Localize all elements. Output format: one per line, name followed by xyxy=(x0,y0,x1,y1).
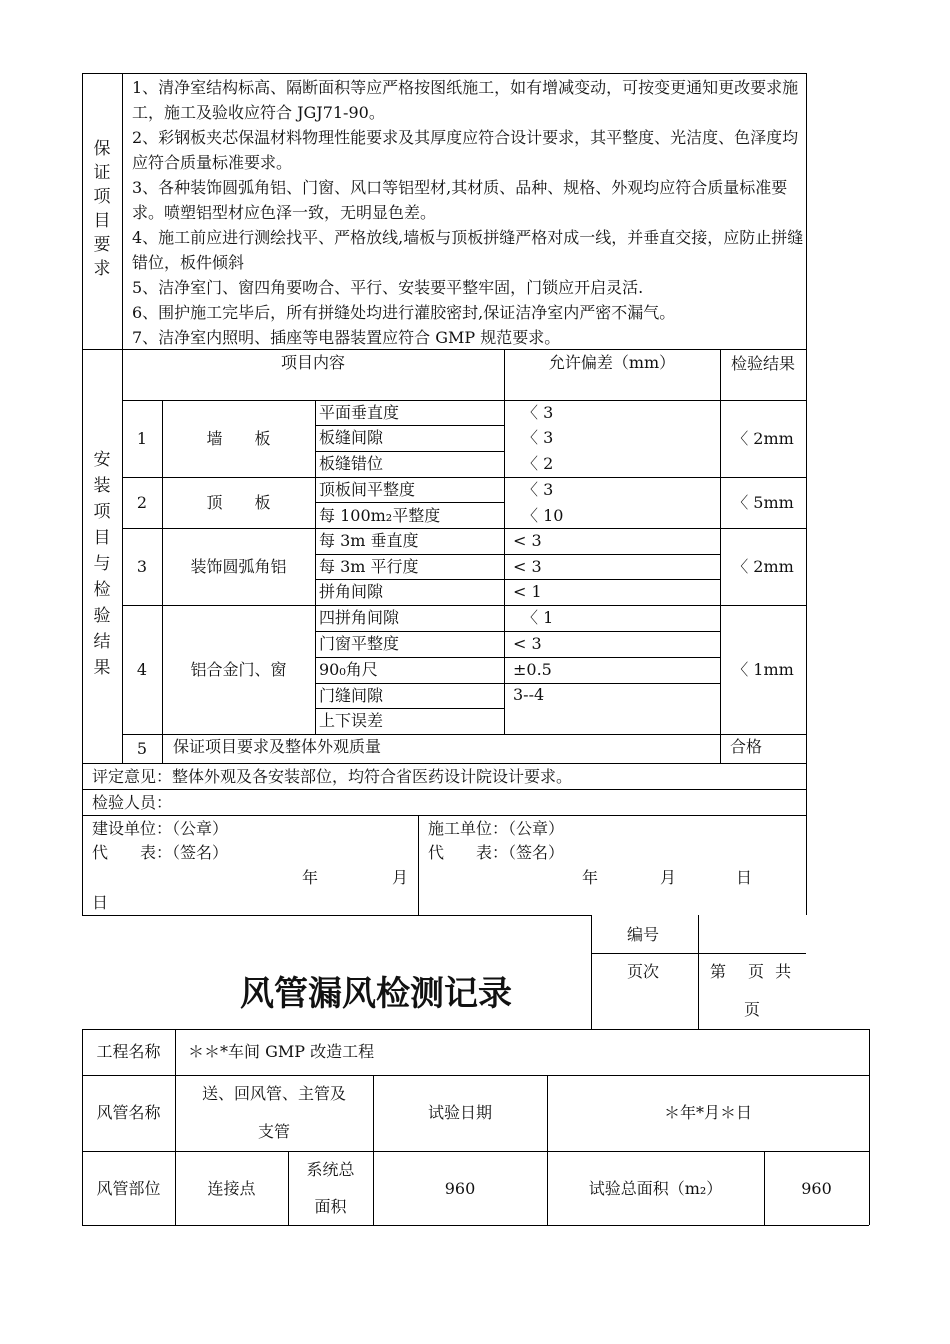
header-result: 检验结果 xyxy=(730,354,795,373)
date-value: ＊年*月＊日 xyxy=(663,1103,752,1122)
group-result: 〈 1mm xyxy=(732,660,794,679)
sign-right-unit: 施工单位：（公章） xyxy=(428,819,565,838)
group-item: 四拼角间隙 xyxy=(319,608,400,627)
guarantee-item: 6、围护施工完毕后，所有拼缝处均进行灌胶密封,保证洁净室内严密不漏气。 xyxy=(132,303,676,322)
duct-value-2: 支管 xyxy=(257,1122,290,1141)
group-tolerance: ±0.5 xyxy=(513,660,552,679)
group-tolerance: 〈 3 xyxy=(522,428,554,447)
group-item: 每 3m 垂直度 xyxy=(319,531,419,550)
sys-area-value: 960 xyxy=(444,1179,476,1198)
sign-right-day: 日 xyxy=(736,868,753,887)
group-tolerance: < 3 xyxy=(513,634,542,653)
code-label: 编号 xyxy=(627,925,660,944)
group-item: 门窗平整度 xyxy=(319,634,400,653)
guarantee-item: 7、洁净室内照明、插座等电器装置应符合 GMP 规范要求。 xyxy=(132,328,561,347)
group-item: 板缝间隙 xyxy=(319,428,384,447)
guarantee-item: 2、彩钢板夹芯保温材料物理性能要求及其厚度应符合设计要求，其平整度、光洁度、色泽度均应符合质量标准要求。 xyxy=(132,128,799,172)
group-tolerance: 〈 3 xyxy=(522,480,554,499)
sys-area-label-2: 面积 xyxy=(314,1197,347,1216)
group-item: 顶板间平整度 xyxy=(319,480,416,499)
duct-value-1: 送、回风管、主管及 xyxy=(201,1084,346,1103)
group-name: 顶 板 xyxy=(206,493,271,512)
group-result: 〈 2mm xyxy=(732,557,794,576)
page-value-2: 页 xyxy=(744,1000,761,1019)
sign-left-day: 日 xyxy=(92,893,109,912)
row5-no: 5 xyxy=(136,739,148,758)
group-no: 4 xyxy=(136,660,148,679)
sign-right-rep: 代 表：（签名） xyxy=(428,843,565,862)
group-item: 平面垂直度 xyxy=(319,403,400,422)
page-label: 页次 xyxy=(627,962,660,981)
install-label: 安装项目与检验结果 xyxy=(93,450,111,678)
date-label: 试验日期 xyxy=(427,1103,492,1122)
group-item: 板缝错位 xyxy=(319,454,384,473)
header-tolerance: 允许偏差（mm） xyxy=(548,353,676,372)
group-item: 上下误差 xyxy=(319,711,384,730)
group-tolerance: 〈 3 xyxy=(522,403,554,422)
group-name: 铝合金门、窗 xyxy=(190,660,287,679)
group-name: 墙 板 xyxy=(206,429,271,448)
guarantee-item: 4、施工前应进行测绘找平、严格放线,墙板与顶板拼缝严格对成一线，并垂直交接，应防止拼缝错位，板件倾斜 xyxy=(132,228,804,272)
group-no: 3 xyxy=(136,557,148,576)
header-content: 项目内容 xyxy=(280,353,345,372)
group-tolerance: 〈 10 xyxy=(522,506,564,525)
page-value-1: 第 页 共 xyxy=(710,962,795,981)
duct-label: 风管名称 xyxy=(96,1103,161,1122)
sign-right-month: 月 xyxy=(660,868,677,887)
guarantee-item: 5、洁净室门、窗四角要吻合、平行、安装要平整牢固，门锁应开启灵活. xyxy=(132,278,644,297)
guarantee-label: 保证项目要求 xyxy=(93,139,111,279)
group-name: 装饰圆弧角铝 xyxy=(190,557,287,576)
group-tolerance: 〈 2 xyxy=(522,454,554,473)
part-label: 风管部位 xyxy=(96,1179,161,1198)
group-item: 90₀角尺 xyxy=(319,660,378,679)
row5-result: 合格 xyxy=(730,737,763,756)
group-no: 1 xyxy=(136,429,148,448)
group-result: 〈 5mm xyxy=(732,493,794,512)
sign-left-year: 年 xyxy=(302,868,319,887)
sign-left-month: 月 xyxy=(392,868,409,887)
record-title: 风管漏风检测记录 xyxy=(240,974,512,1014)
project-label: 工程名称 xyxy=(96,1042,161,1061)
group-item: 每 100m₂平整度 xyxy=(319,506,441,525)
group-tolerance: 〈 1 xyxy=(522,608,554,627)
sys-area-label-1: 系统总 xyxy=(306,1160,355,1179)
group-item: 每 3m 平行度 xyxy=(319,557,419,576)
group-tolerance: 3--4 xyxy=(513,685,545,704)
opinion: 评定意见：整体外观及各安装部位，均符合省医药设计院设计要求。 xyxy=(92,767,573,786)
guarantee-item: 1、清净室结构标高、隔断面积等应严格按图纸施工，如有增减变动，可按变更通知更改要求施工，施工及验收应符合 JGJ71-90。 xyxy=(132,78,799,122)
inspector: 检验人员： xyxy=(92,793,173,812)
group-result: 〈 2mm xyxy=(732,429,794,448)
part-value: 连接点 xyxy=(207,1179,256,1198)
sign-left-rep: 代 表：（签名） xyxy=(92,843,229,862)
group-tolerance: < 1 xyxy=(513,582,542,601)
sign-left-unit: 建设单位：（公章） xyxy=(92,819,229,838)
group-tolerance: < 3 xyxy=(513,557,542,576)
group-no: 2 xyxy=(136,493,148,512)
project-value: ＊＊*车间 GMP 改造工程 xyxy=(188,1042,375,1061)
row5-text: 保证项目要求及整体外观质量 xyxy=(173,737,382,756)
total-area-label: 试验总面积（m₂） xyxy=(588,1179,723,1198)
sign-right-year: 年 xyxy=(582,868,599,887)
total-area-value: 960 xyxy=(801,1179,832,1198)
guarantee-item: 3、各种装饰圆弧角铝、门窗、风口等铝型材,其材质、品种、规格、外观均应符合质量标准要求。喷塑铝型材应色泽一致，无明显色差。 xyxy=(132,178,788,222)
group-item: 门缝间隙 xyxy=(319,686,384,705)
group-item: 拼角间隙 xyxy=(319,582,384,601)
group-tolerance: < 3 xyxy=(513,531,542,550)
